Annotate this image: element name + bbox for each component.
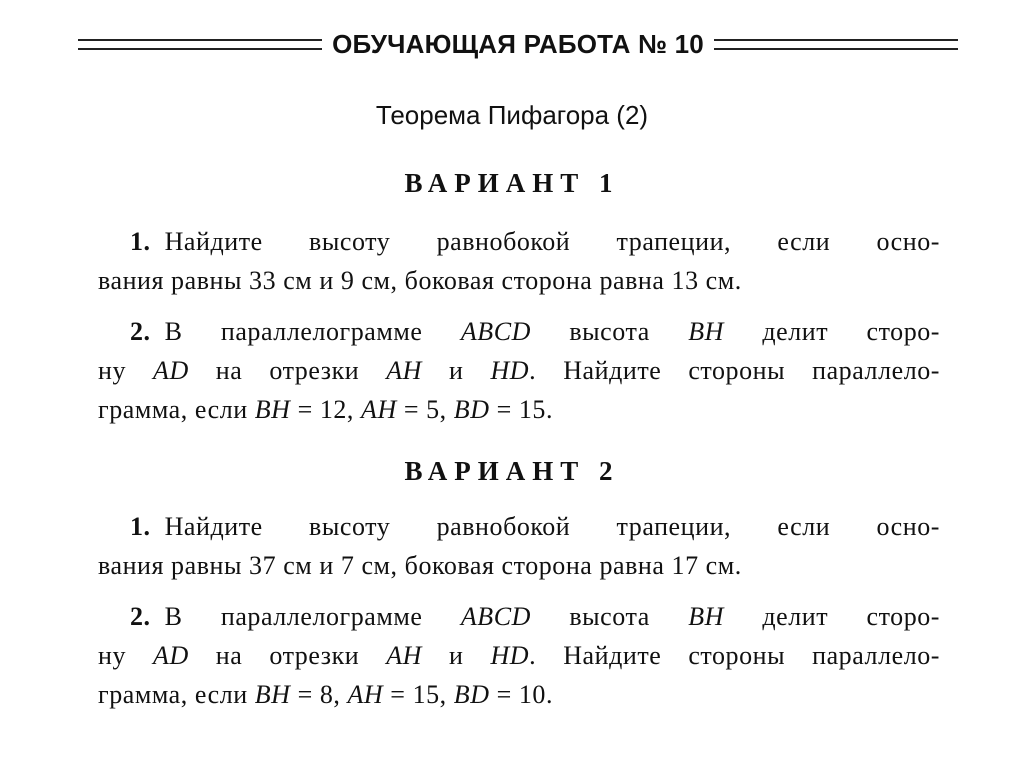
task-text: высота (530, 317, 689, 346)
task-text: на отрезки (188, 641, 387, 670)
page-header (78, 26, 958, 62)
math-var: AH (386, 641, 422, 670)
task-line (98, 675, 940, 714)
math-var: HD (490, 641, 530, 670)
math-var: AH (347, 680, 384, 709)
task-text: и (422, 356, 491, 385)
task-text: . Найдите стороны параллело- (529, 356, 940, 385)
task-line: вания равны 37 см и 7 см, боковая сторона равна 17 см. (98, 551, 742, 580)
task-line: вания равны 33 см и 9 см, боковая сторона равна 13 см. (98, 266, 742, 295)
math-var: AD (153, 356, 189, 385)
task-line (98, 390, 940, 429)
task-text: делит сторо- (723, 317, 941, 346)
task-text: . Найдите стороны параллело- (529, 641, 940, 670)
header-rule-right (714, 39, 958, 50)
math-var: HD (490, 356, 530, 385)
math-var: BD (453, 680, 490, 709)
task-number: 2. (130, 317, 151, 346)
math-var: AH (386, 356, 422, 385)
task-text: грамма, если (98, 395, 255, 424)
task-text: Найдите высоту равнобокой трапеции, если осно- (164, 512, 940, 541)
task-text: = 8, (290, 680, 348, 709)
task-text: делит сторо- (723, 602, 941, 631)
task-text: = 10. (489, 680, 553, 709)
math-var: BH (688, 317, 724, 346)
task-line (98, 597, 940, 636)
task-text: ну (98, 356, 154, 385)
variant-1-task-2 (98, 312, 940, 429)
task-text: грамма, если (98, 680, 255, 709)
header-title: ОБУЧАЮЩАЯ РАБОТА № 10 (332, 28, 704, 59)
variant-1-task-1 (98, 222, 940, 300)
task-text: = 5, (396, 395, 454, 424)
math-var: AD (153, 641, 189, 670)
task-number: 2. (130, 602, 151, 631)
task-text: = 15. (489, 395, 553, 424)
header-rule-left (78, 39, 322, 50)
math-var: ABCD (460, 602, 531, 631)
variant-2-heading: ВАРИАНТ 2 (404, 456, 620, 486)
task-text: = 12, (290, 395, 362, 424)
variant-2-task-2 (98, 597, 940, 714)
variant-1-heading: ВАРИАНТ 1 (404, 168, 620, 198)
task-line (98, 636, 940, 675)
math-var: BH (254, 680, 291, 709)
math-var: ABCD (460, 317, 531, 346)
task-number: 1. (130, 512, 151, 541)
variant-2-task-1 (98, 507, 940, 585)
task-number: 1. (130, 227, 151, 256)
math-var: AH (361, 395, 397, 424)
task-text: В параллелограмме (164, 317, 461, 346)
task-text: Найдите высоту равнобокой трапеции, если осно- (164, 227, 940, 256)
task-text: = 15, (383, 680, 454, 709)
page-subtitle: Теорема Пифагора (2) (375, 100, 649, 130)
task-text: и (422, 641, 491, 670)
task-line (98, 351, 940, 390)
task-text: ну (98, 641, 154, 670)
task-line (98, 507, 940, 546)
task-text: высота (530, 602, 689, 631)
task-line (98, 312, 940, 351)
math-var: BH (254, 395, 291, 424)
math-var: BH (688, 602, 724, 631)
task-line (98, 222, 940, 261)
task-text: на отрезки (188, 356, 387, 385)
math-var: BD (453, 395, 490, 424)
task-text: В параллелограмме (164, 602, 461, 631)
